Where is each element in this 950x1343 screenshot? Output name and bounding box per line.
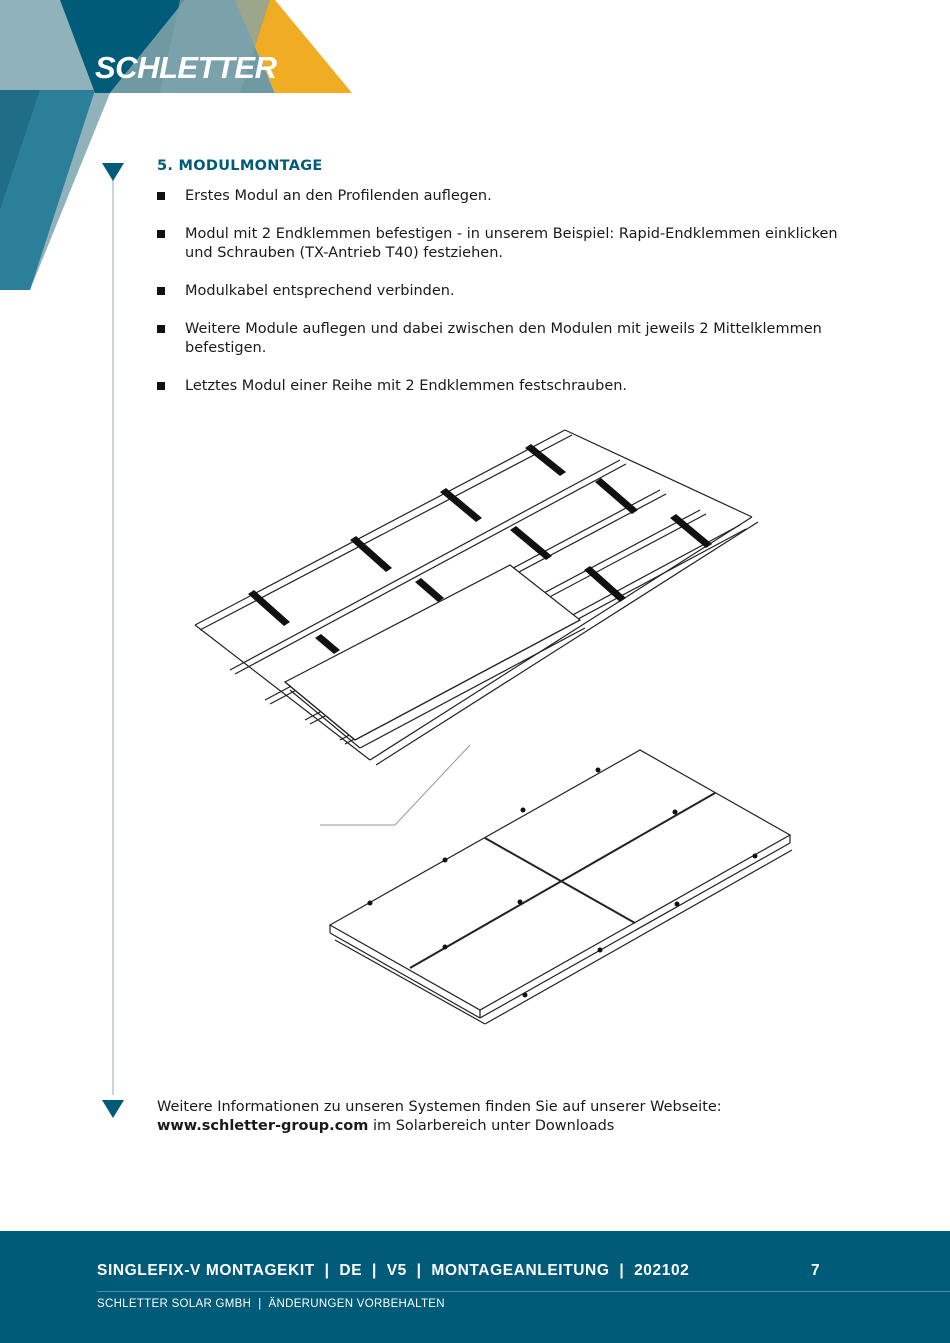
bullet-square-icon: [157, 325, 165, 333]
section-title: 5. MODULMONTAGE: [157, 158, 323, 174]
list-item: Modulkabel entsprechend verbinden.: [157, 282, 857, 301]
instruction-list: [157, 187, 857, 415]
bullet-square-icon: [157, 287, 165, 295]
footer-divider: [97, 1291, 950, 1292]
bullet-square-icon: [157, 382, 165, 390]
list-item: Weitere Module auflegen und dabei zwischen den Modulen mit jeweils 2 Mittelklemmen befestigen.: [157, 320, 857, 358]
info-text: [157, 1098, 857, 1136]
module-mounting-illustration: [180, 420, 820, 1040]
info-line-2: www.schletter-group.com im Solarbereich unter Downloads: [157, 1118, 615, 1134]
list-item: Modul mit 2 Endklemmen befestigen - in unserem Beispiel: Rapid-Endklemmen einklicken und Schrauben (TX-Antrieb T40) festziehen.: [157, 225, 857, 263]
bullet-square-icon: [157, 230, 165, 238]
website-link[interactable]: www.schletter-group.com: [157, 1118, 369, 1134]
bullet-square-icon: [157, 192, 165, 200]
footer-document-info: SINGLEFIX-V MONTAGEKIT | DE | V5 | MONTAGEANLEITUNG | 202102: [97, 1262, 690, 1279]
info-marker-icon: [102, 1100, 124, 1118]
page-number: 7: [811, 1262, 820, 1279]
section-marker-icon: [102, 163, 124, 181]
list-item: Erstes Modul an den Profilenden auflegen.: [157, 187, 857, 206]
page-footer: [0, 1231, 950, 1343]
list-item: Letztes Modul einer Reihe mit 2 Endklemmen festschrauben.: [157, 377, 857, 396]
info-line: Weitere Informationen zu unseren Systemen finden Sie auf unserer Webseite:: [157, 1099, 722, 1115]
timeline-line: [112, 180, 114, 1095]
schletter-logo: SCHLETTER: [95, 50, 277, 85]
footer-company: SCHLETTER SOLAR GMBH | ÄNDERUNGEN VORBEHALTEN: [97, 1298, 445, 1310]
